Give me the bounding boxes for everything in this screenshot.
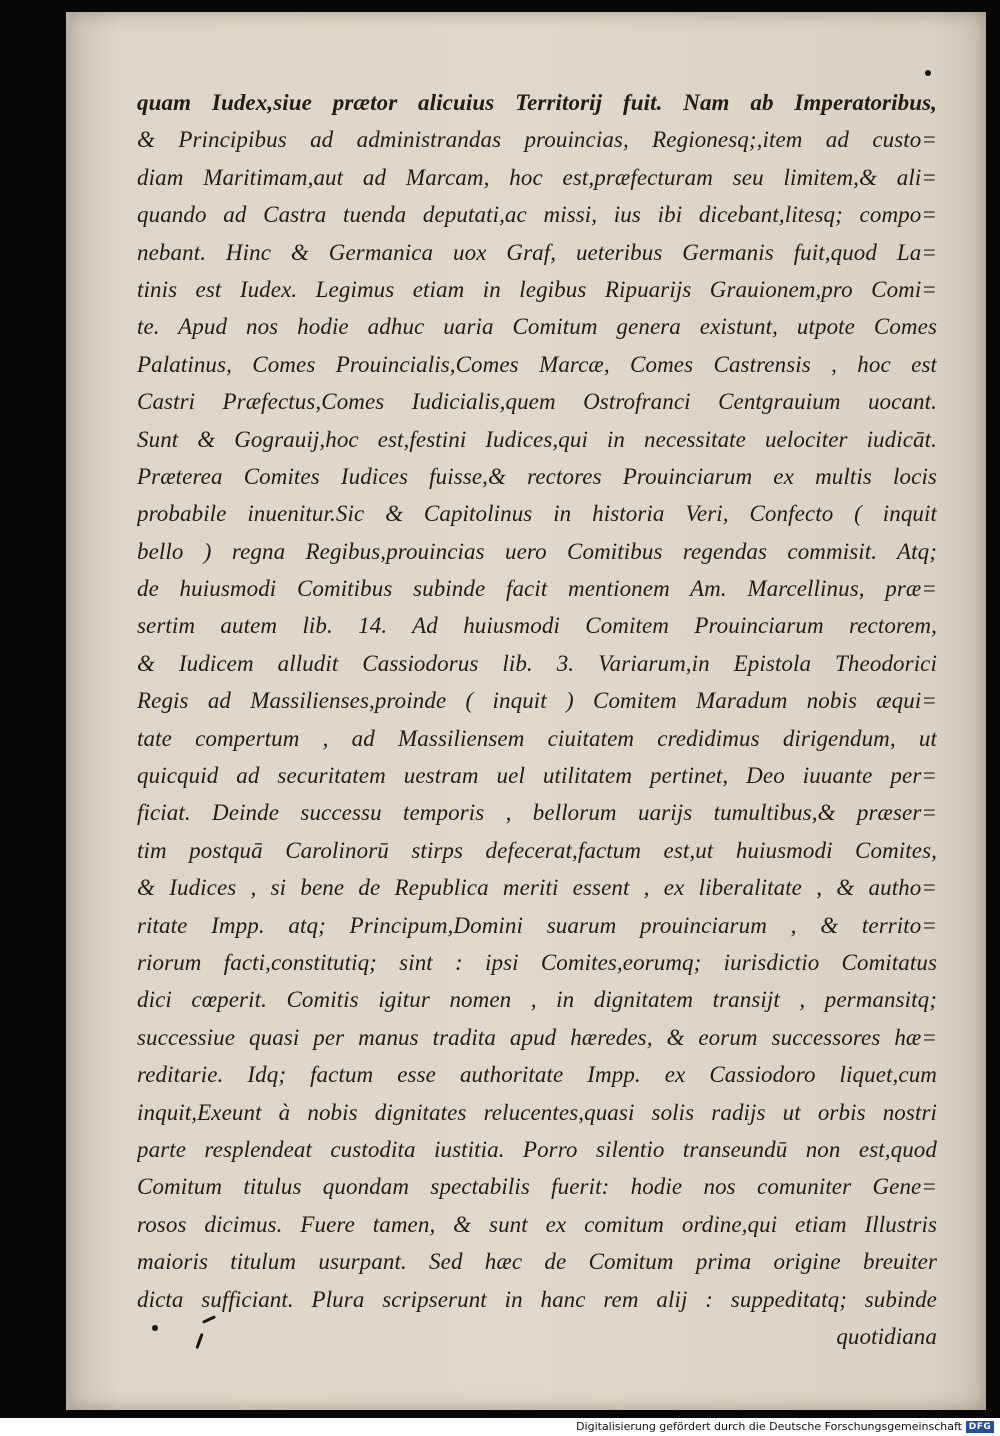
text-line: quam Iudex,siue prætor alicuius Territorij fuit. Nam ab Imperatoribus,	[137, 90, 937, 115]
body-text	[137, 84, 937, 1355]
text-line: Præterea Comites Iudices fuisse,& rectores Prouinciarum ex multis locis	[137, 463, 937, 489]
ink-spot-mark	[152, 1325, 158, 1331]
text-line: te. Apud nos hodie adhuc uaria Comitum genera existunt, utpote Comes	[137, 314, 937, 340]
catchword: quotidiana	[836, 1323, 937, 1349]
text-line: tate compertum , ad Massiliensem ciuitatem credidimus dirigendum, ut	[137, 725, 937, 751]
footer-credit: Digitalisierung gefördert durch die Deutsche Forschungsgemeinschaft	[576, 1420, 962, 1433]
text-line: ritate Impp. atq; Principum,Domini suarum prouinciarum , & territo=	[137, 912, 937, 938]
text-line: reditarie. Idq; factum esse authoritate Impp. ex Cassiodoro liquet,cum	[137, 1062, 937, 1088]
text-line: tinis est Iudex. Legimus etiam in legibus Ripuarijs Grauionem,pro Comi=	[137, 276, 937, 302]
text-line: & Iudices , si bene de Republica meriti essent , ex liberalitate , & autho=	[137, 875, 937, 901]
text-line: diam Maritimam,aut ad Marcam, hoc est,præfecturam seu limitem,& ali=	[137, 164, 937, 190]
text-line: Regis ad Massilienses,proinde ( inquit ) Comitem Maradum nobis æqui=	[137, 688, 937, 714]
text-line: ficiat. Deinde successu temporis , bellorum uarijs tumultibus,& præser=	[137, 800, 937, 826]
text-line: successiue quasi per manus tradita apud hæredes, & eorum successores hæ=	[137, 1024, 937, 1050]
text-line: probabile inuenitur.Sic & Capitolinus in historia Veri, Confecto ( inquit	[137, 501, 937, 527]
text-line: & Principibus ad administrandas prouincias, Regionesq;,item ad custo=	[137, 127, 937, 153]
text-line: nebant. Hinc & Germanica uox Graf, ueteribus Germanis fuit,quod La=	[137, 239, 937, 265]
text-line: tim postquā Carolinorū stirps defecerat,factum est,ut huiusmodi Comites,	[137, 837, 937, 863]
text-line: Castri Præfectus,Comes Iudicialis,quem Ostrofranci Centgrauium uocant.	[137, 389, 937, 415]
text-line: quicquid ad securitatem uestram uel utilitatem pertinet, Deo iuuante per=	[137, 763, 937, 789]
text-line: quando ad Castra tuenda deputati,ac missi, ius ibi dicebant,litesq; compo=	[137, 202, 937, 228]
text-line: riorum facti,constitutiq; sint : ipsi Comites,eorumq; iurisdictio Comitatus	[137, 949, 937, 975]
text-line: parte resplendeat custodita iustitia. Porro silentio transeundū non est,quod	[137, 1136, 937, 1162]
text-line: & Iudicem alludit Cassiodorus lib. 3. Variarum,in Epistola Theodorici	[137, 650, 937, 676]
text-line: Palatinus, Comes Prouincialis,Comes Marcæ, Comes Castrensis , hoc est	[137, 351, 937, 377]
text-line: rosos dicimus. Fuere tamen, & sunt ex comitum ordine,qui etiam Illustris	[137, 1211, 937, 1237]
text-line: Comitum titulus quondam spectabilis fuerit: hodie nos comuniter Gene=	[137, 1174, 937, 1200]
ink-spot-mark	[925, 70, 931, 76]
text-line: sertim autem lib. 14. Ad huiusmodi Comitem Prouinciarum rectorem,	[137, 613, 937, 639]
text-line: de huiusmodi Comitibus subinde facit mentionem Am. Marcellinus, præ=	[137, 576, 937, 602]
page-edge	[66, 12, 70, 1410]
dfg-logo: DFG	[966, 1421, 994, 1433]
text-line: bello ) regna Regibus,prouincias uero Comitibus regendas commisit. Atq;	[137, 538, 937, 564]
text-line: dici cœperit. Comitis igitur nomen , in dignitatem transijt , permansitq;	[137, 987, 937, 1013]
text-line: maioris titulum usurpant. Sed hæc de Comitum prima origine breuiter	[137, 1249, 937, 1275]
text-line: dicta sufficiant. Plura scripserunt in hanc rem alij : suppeditatq; subinde	[137, 1286, 937, 1312]
digitization-footer	[0, 1418, 1000, 1436]
text-line: Sunt & Gograuij,hoc est,festini Iudices,qui in necessitate uelociter iudicāt.	[137, 426, 937, 452]
text-line: inquit,Exeunt à nobis dignitates relucentes,quasi solis radijs ut orbis nostri	[137, 1099, 937, 1125]
